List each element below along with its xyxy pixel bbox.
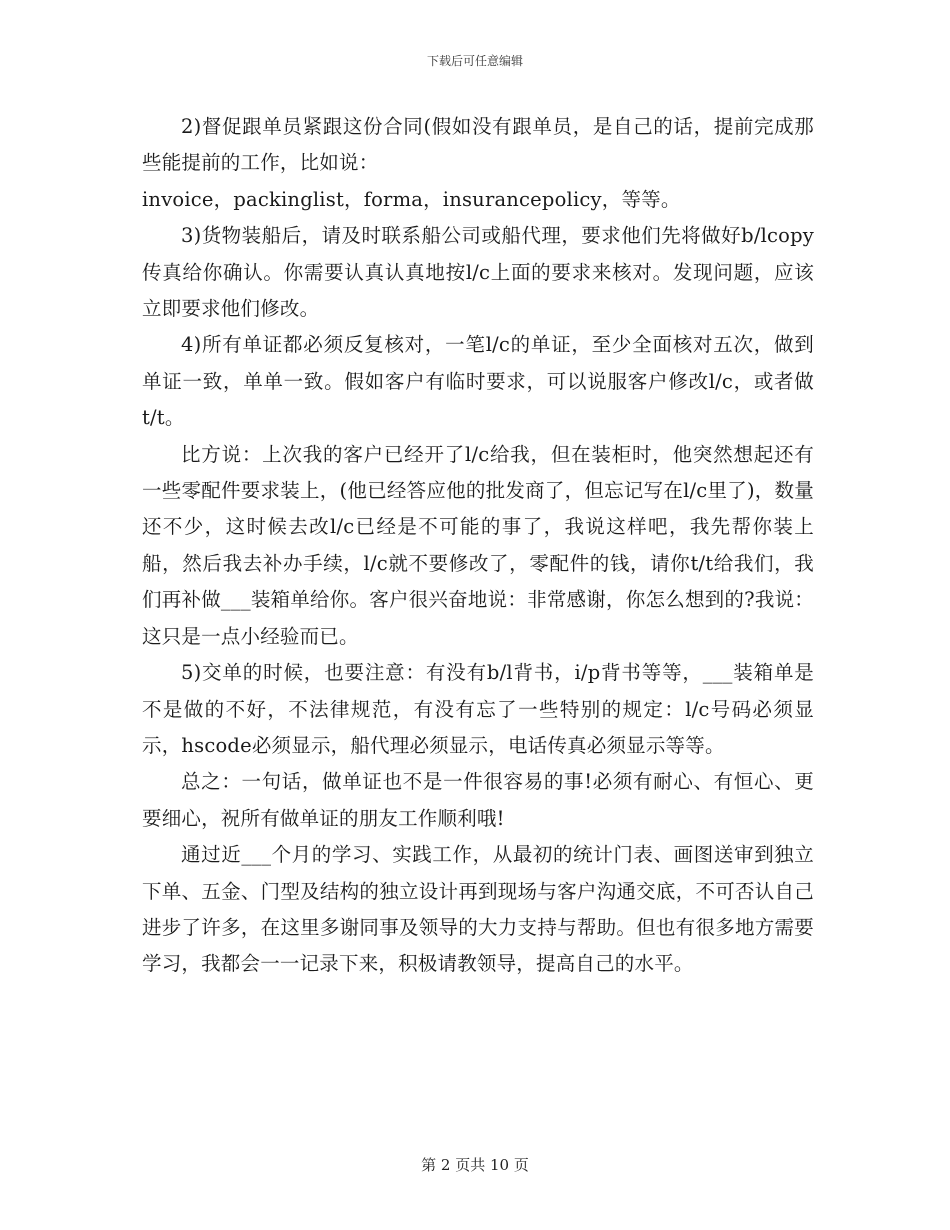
document-body bbox=[142, 109, 814, 983]
paragraph-4: 4)所有单证都必须反复核对，一笔l/c的单证，至少全面核对五次，做到单证一致，单单一致。假如客户有临时要求，可以说服客户修改l/c，或者做t/t。 bbox=[142, 333, 814, 430]
paragraph-2: invoice，packinglist，forma，insurancepolicy，等等。 bbox=[142, 187, 681, 211]
paragraph-5: 比方说：上次我的客户已经开了l/c给我，但在装柜时，他突然想起还有一些零配件要求装上，(他已经答应他的批发商了，但忘记写在l/c里了)，数量还不少，这时候去改l/c已经是不可能的事了，我说这样吧，我先帮你装上船，然后我去补办手续，l/c就不要修改了，零配件的钱，请你t/t给我们，我们再补做___装箱单给你。客户很兴奋地说：非常感谢，你怎么想到的?我说：这只是一点小经验而已。 bbox=[142, 442, 814, 648]
paragraph-3: 3)货物装船后，请及时联系船公司或船代理，要求他们先将做好b/lcopy传真给你确认。你需要认真认真地按l/c上面的要求来核对。发现问题，应该立即要求他们修改。 bbox=[142, 224, 814, 321]
paragraph-7: 总之：一句话，做单证也不是一件很容易的事!必须有耐心、有恒心、更要细心，祝所有做单证的朋友工作顺利哦! bbox=[142, 770, 814, 830]
paragraph-1: 2)督促跟单员紧跟这份合同(假如没有跟单员，是自己的话，提前完成那些能提前的工作，比如说： bbox=[142, 115, 814, 175]
page-header: 下载后可任意编辑 bbox=[426, 54, 523, 68]
paragraph-6: 5)交单的时候，也要注意：有没有b/l背书，i/p背书等等，___装箱单是不是做的不好，不法律规范，有没有忘了一些特别的规定：l/c号码必须显示，hscode必须显示，船代理必须显示，电话传真必须显示等等。 bbox=[142, 661, 814, 757]
page-footer: 第 2 页共 10 页 bbox=[421, 1156, 529, 1174]
paragraph-8: 通过近___个月的学习、实践工作，从最初的统计门表、画图送审到独立下单、五金、门型及结构的独立设计再到现场与客户沟通交底，不可否认自己进步了许多，在这里多谢同事及领导的大力支持与帮助。但也有很多地方需要学习，我都会一一记录下来，积极请教领导，提高自己的水平。 bbox=[142, 843, 814, 976]
